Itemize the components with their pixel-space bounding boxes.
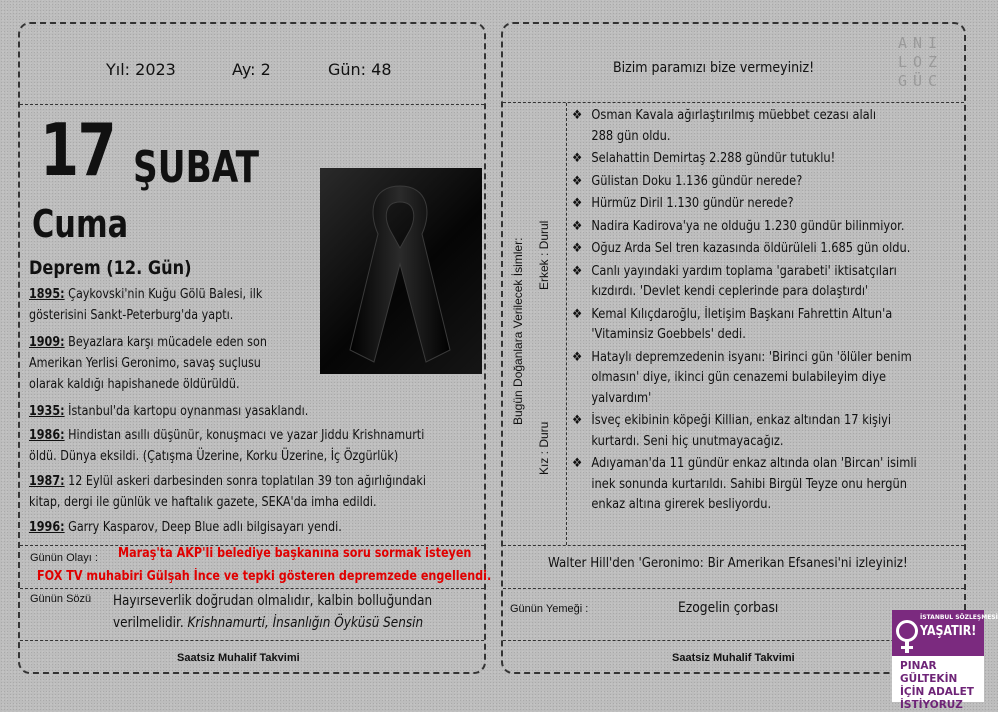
news-bullet-item: [572, 305, 892, 346]
news-bullet-item: [572, 239, 910, 260]
badge-message: [900, 660, 984, 712]
event-text: Beyazlara karşı mücadele eden son: [64, 335, 267, 350]
venus-symbol-icon: [896, 620, 918, 642]
event-text: kitap, dergi ile günlük ve haftalık gazete, SEKA'da imha edildi.: [29, 495, 377, 510]
bullet-text: Canlı yayındaki yardım toplama 'garabeti' iktisatçıları: [591, 263, 897, 279]
watermark-line: GÜC: [898, 72, 944, 90]
bullet-text: Hürmüz Diril 1.130 gündür nerede?: [591, 196, 794, 211]
bullet-text: Hataylı depremzedenin isyanı: 'Birinci gün 'ölüler benim: [591, 349, 912, 365]
badge-line1: İSTANBUL SÖZLEŞMESİ: [920, 614, 998, 621]
footer-right: Saatsiz Muhalif Takvimi: [672, 652, 795, 664]
event-text: olarak kaldığı hapishanede öldürüldü.: [29, 377, 240, 392]
female-name: Kız : Duru: [537, 421, 551, 475]
bullet-diamond-icon: ❖: [572, 196, 583, 211]
event-text: gösterisini Sankt-Peterburg'da yaptı.: [29, 308, 234, 323]
bullet-text: Selahattin Demirtaş 2.288 gündür tutuklu!: [591, 151, 836, 166]
history-event: [29, 401, 308, 422]
bullet-text: Gülistan Doku 1.136 gündür nerede?: [591, 173, 803, 189]
bullet-text: olmasın' diye, ikinci gün cenazemi bulabileyim diye: [591, 370, 887, 385]
divider: [20, 104, 484, 105]
history-event: [29, 332, 267, 395]
bullet-diamond-icon: ❖: [572, 349, 583, 365]
bullet-text: Osman Kavala ağırlaştırılmış müebbet cezası alalı: [591, 108, 877, 123]
bullet-diamond-icon: ❖: [572, 263, 583, 279]
event-text: Çaykovski'nin Kuğu Gölü Balesi, ilk: [64, 287, 263, 302]
news-bullet-item: [572, 172, 802, 193]
event-text: İstanbul'da kartopu oynanması yasaklandı.: [64, 404, 309, 419]
right-header-text: Bizim paramızı bize vermeyiniz!: [613, 60, 815, 76]
quote-text-line1: Hayırseverlik doğrudan olmalıdır, kalbin bolluğundan: [113, 593, 433, 609]
day-subtitle: Deprem (12. Gün): [29, 257, 192, 279]
quote-text-line2: [113, 615, 423, 631]
divider: [503, 588, 964, 589]
divider: [503, 102, 964, 103]
bullet-text: enkaz altına girerek besliyordu.: [591, 497, 772, 512]
bullet-text: Adıyaman'da 11 gündür enkaz altında olan 'Bircan' isimli: [591, 456, 917, 471]
footer-left: Saatsiz Muhalif Takvimi: [177, 652, 300, 664]
news-bullet-item: [572, 106, 876, 147]
event-text: Garry Kasparov, Deep Blue adlı bilgisayarı yendi.: [64, 520, 342, 535]
event-of-day-text-line1: Maraş'ta AKP'li belediye başkanına soru sormak isteyen: [118, 546, 472, 561]
bullet-text: kızdırdı. 'Devlet kendi ceplerinde para dolaştırdı': [591, 284, 869, 299]
event-of-day-text-line2: FOX TV muhabiri Gülşah İnce ve tepki gösteren depremzede engellendi.: [37, 569, 492, 584]
divider: [20, 640, 484, 641]
news-bullet-item: [572, 217, 904, 238]
bullet-text: Nadira Kadirova'ya ne olduğu 1.230 gündür bilinmiyor.: [591, 218, 905, 234]
bullet-text: 288 gün oldu.: [591, 128, 671, 144]
day-number: 17: [40, 108, 116, 192]
bullet-text: İsveç ekibinin köpeği Killian, enkaz altından 17 kişiyi: [591, 413, 892, 428]
news-bullet-item: [572, 454, 917, 516]
bullet-diamond-icon: ❖: [572, 241, 583, 256]
month-name: ŞUBAT: [133, 142, 260, 193]
bullet-text: yalvardım': [591, 390, 652, 406]
history-event: [29, 517, 342, 538]
day-of-year-value: Gün: 48: [328, 60, 392, 79]
event-of-day-label: Günün Olayı: [30, 552, 92, 564]
badge-message-line: İÇİN ADALET: [900, 686, 974, 698]
event-text: 12 Eylül askeri darbesinden sonra toplatılan 39 ton ağırlığındaki: [64, 474, 426, 489]
event-text: Hindistan asıllı düşünür, konuşmacı ve yazar Jiddu Krishnamurti: [64, 428, 425, 443]
month-value: Ay: 2: [232, 60, 271, 79]
bullet-text: 'Vitaminsiz Goebbels' dedi.: [591, 327, 746, 342]
news-bullet-item: [572, 411, 891, 452]
bullet-text: Kemal Kılıçdaroğlu, İletişim Başkanı Fahrettin Altun'a: [591, 306, 893, 322]
quote-text: verilmelidir.: [113, 615, 188, 631]
meal-label: Günün Yemeği :: [510, 603, 589, 615]
vertical-divider: [566, 103, 567, 545]
event-text: öldü. Dünya eksildi. (Çatışma Üzerine, Korku Üzerine, İç Özgürlük): [29, 449, 399, 464]
news-bullet-item: [572, 348, 912, 410]
badge-header: [892, 610, 998, 656]
bullet-diamond-icon: ❖: [572, 413, 583, 428]
badge-message-line: PINAR GÜLTEKİN: [900, 660, 958, 685]
bullet-diamond-icon: ❖: [572, 456, 583, 471]
watermark-line: LOZ: [898, 53, 944, 71]
event-year: 1895:: [29, 287, 65, 302]
badge-line2: YAŞATIR!: [920, 624, 977, 639]
news-bullet-item: [572, 262, 897, 303]
event-year: 1987:: [29, 474, 65, 489]
event-year: 1909:: [29, 335, 65, 350]
history-event: [29, 471, 426, 513]
mourning-ribbon-image: [320, 168, 482, 374]
quote-of-day-label: Günün Sözü: [30, 593, 92, 605]
year-value: Yıl: 2023: [106, 60, 176, 79]
bullet-text: kurtardı. Seni hiç unutmayacağız.: [591, 433, 784, 449]
watermark-logo: [898, 34, 943, 91]
bullet-diamond-icon: ❖: [572, 151, 583, 166]
divider: [503, 545, 964, 546]
quote-author: Krishnamurti, İnsanlığın Öyküsü Sensin: [187, 615, 424, 631]
history-event: [29, 425, 424, 467]
bullet-text: Oğuz Arda Sel tren kazasında öldürüleli 1.685 gün oldu.: [591, 241, 911, 256]
venus-symbol-cross: [901, 646, 913, 649]
weekday: Cuma: [32, 202, 129, 246]
male-name: Erkek : Durul: [537, 220, 551, 290]
event-text: Amerikan Yerlisi Geronimo, savaş suçlusu: [29, 356, 261, 371]
bullet-diamond-icon: ❖: [572, 173, 583, 189]
watermark-line: ANI: [898, 34, 944, 52]
history-event: [29, 284, 262, 326]
divider: [20, 588, 484, 589]
event-of-day: [30, 548, 98, 566]
bullet-text: inek sonunda kurtarıldı. Sahibi Birgül Teyze onu hergün: [591, 476, 908, 492]
names-title: Bugün Doğanlara Verilecek İsimler:: [511, 237, 525, 425]
black-ribbon-icon: [320, 168, 482, 374]
campaign-badge: [892, 610, 998, 711]
bullet-diamond-icon: ❖: [572, 218, 583, 234]
label-colon: :: [91, 552, 98, 564]
film-recommendation: Walter Hill'den 'Geronimo: Bir Amerikan Efsanesi'ni izleyiniz!: [548, 555, 908, 571]
bullet-diamond-icon: ❖: [572, 306, 583, 322]
news-bullet-item: [572, 194, 794, 215]
badge-message-line: İSTİYORUZ: [900, 699, 963, 711]
event-year: 1996:: [29, 520, 65, 535]
meal-value: Ezogelin çorbası: [678, 600, 779, 616]
news-bullet-item: [572, 149, 835, 170]
bullet-diamond-icon: ❖: [572, 108, 583, 123]
event-year: 1986:: [29, 428, 65, 443]
event-year: 1935:: [29, 404, 65, 419]
